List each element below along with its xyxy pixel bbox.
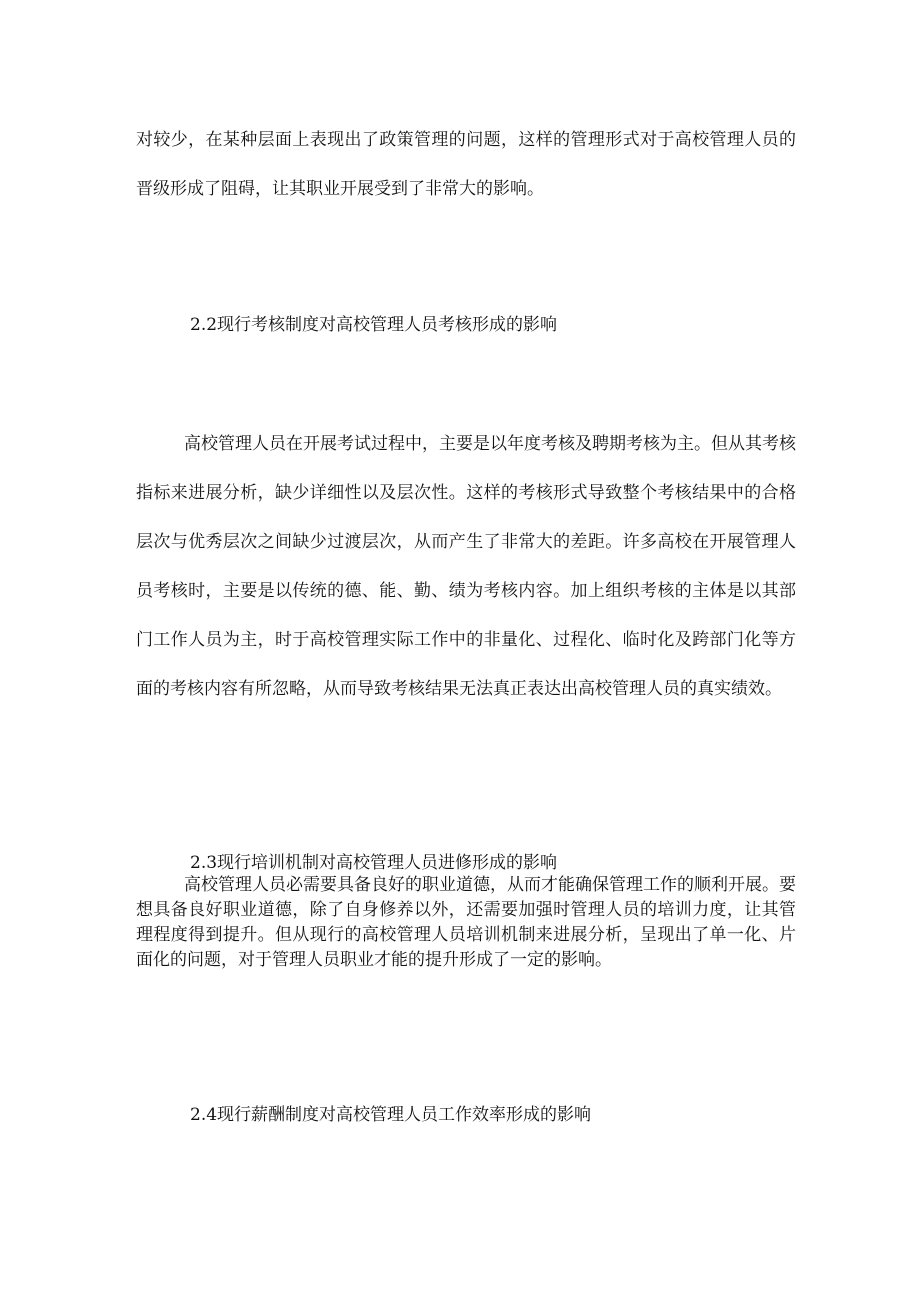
paragraph-continued: 对较少，在某种层面上表现出了政策管理的问题，这样的管理形式对于高校管理人员的晋级形成了阻碍，让其职业开展受到了非常大的影响。 xyxy=(136,130,796,199)
paragraph-2-2: 高校管理人员在开展考试过程中，主要是以年度考核及聘期考核为主。但从其考核指标来进展分析，缺少详细性以及层次性。这样的考核形式导致整个考核结果中的合格层次与优秀层次之间缺少过渡层次，从而产生了非常大的差距。许多高校在开展管理人员考核时，主要是以传统的德、能、勤、绩为考核内容。加上组织考核的主体是以其部门工作人员为主，时于高校管理实际工作中的非量化、过程化、临时化及跨部门化等方面的考核内容有所忽略，从而导致考核结果无法真正表达出高校管理人员的真实绩效。 xyxy=(136,434,796,699)
section-heading-2-3: 2.3现行培训机制对高校管理人员进修形成的影响 xyxy=(190,853,558,873)
section-heading-2-2: 2.2现行考核制度对高校管理人员考核形成的影响 xyxy=(190,315,558,335)
paragraph-2-3: 高校管理人员必需要具备良好的职业道德，从而才能确保管理工作的顺利开展。要想具备良好职业道德，除了自身修养以外，还需要加强时管理人员的培训力度，让其管理程度得到提升。但从现行的高校管理人员培训机制来进展分析，呈现出了单一化、片面化的问题，对于管理人员职业才能的提升形成了一定的影响。 xyxy=(136,875,796,970)
section-heading-2-4: 2.4现行薪酬制度对高校管理人员工作效率形成的影响 xyxy=(190,1105,592,1125)
